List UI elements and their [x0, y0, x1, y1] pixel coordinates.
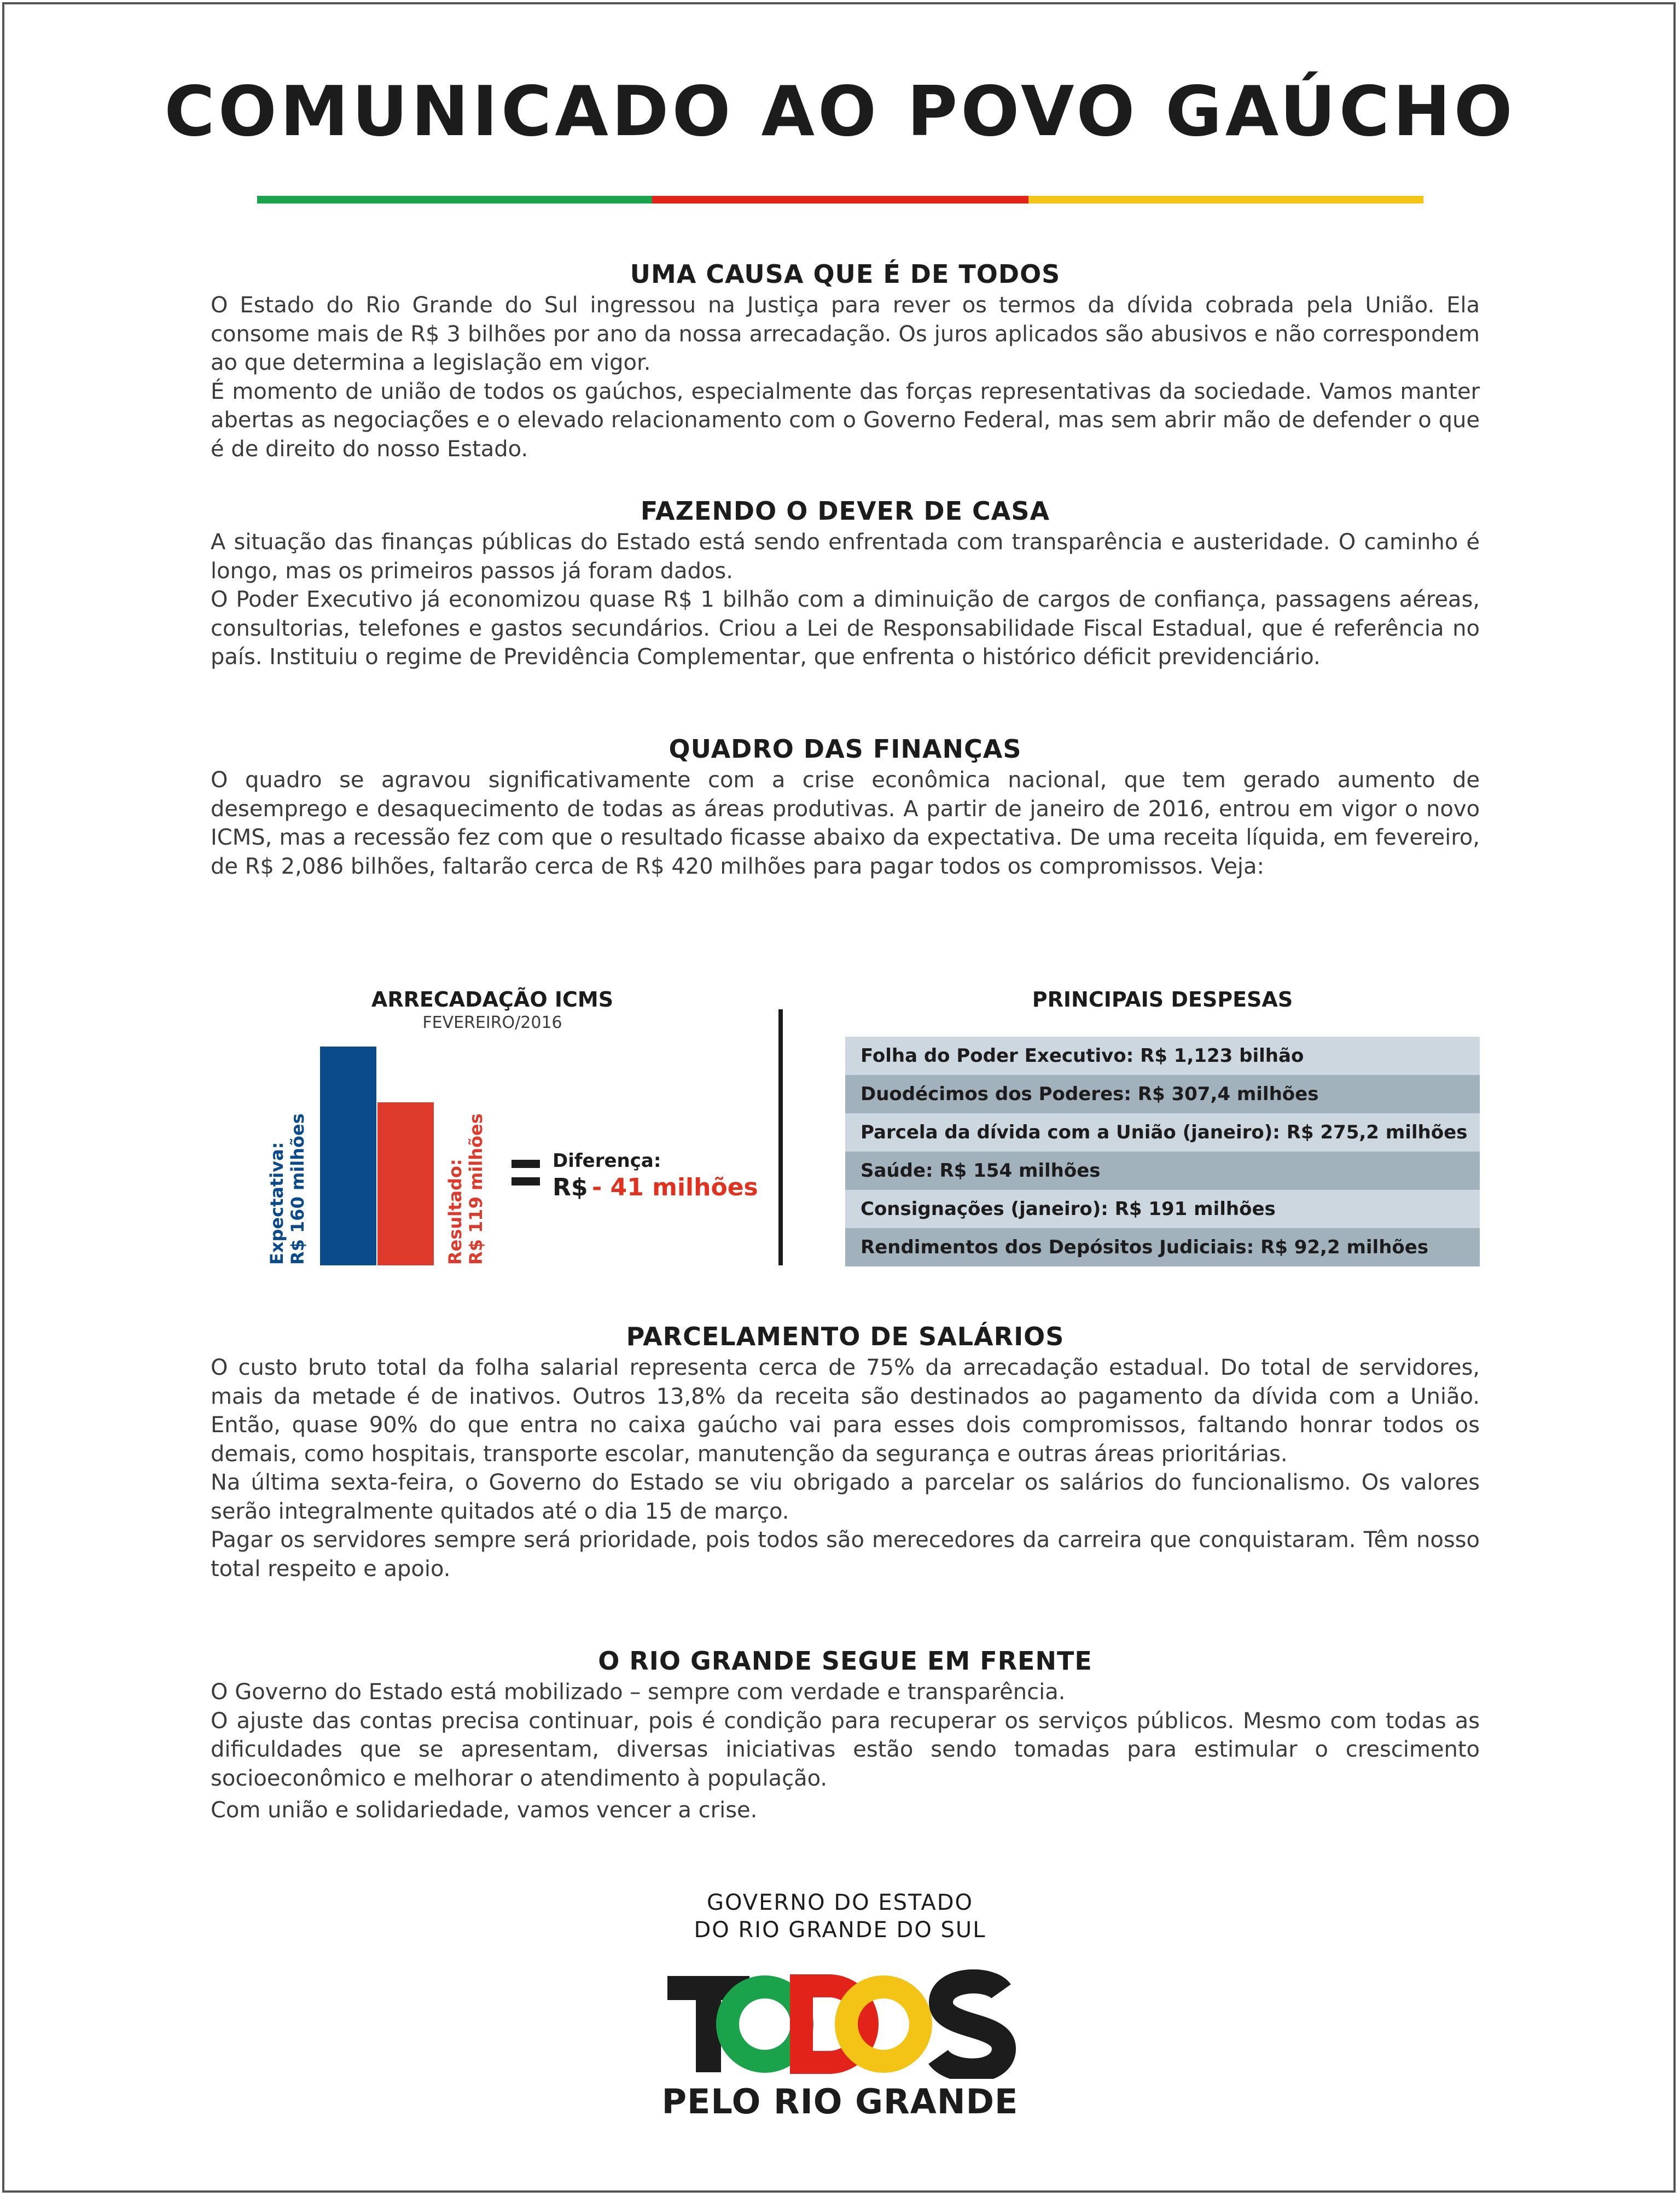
paragraph: O Governo do Estado está mobilizado – sempre com verdade e transparência. [211, 1679, 1066, 1705]
bar-value: R$ 160 milhões [287, 1113, 308, 1265]
paragraph: Com união e solidariedade, vamos vencer a crise. [211, 1798, 758, 1823]
bar-category: Expectativa: [266, 1142, 287, 1265]
paragraph: Pagar os servidores sempre será prioridade, pois todos são merecedores da carreira que conquistaram. Têm nosso total respeito e apoio. [211, 1527, 1480, 1582]
section-heading: QUADRO DAS FINANÇAS [668, 734, 1022, 764]
section-heading: FAZENDO O DEVER DE CASA [640, 496, 1050, 526]
bar-category: Resultado: [445, 1159, 466, 1265]
section-dever-de-casa [211, 494, 1480, 672]
paragraph: O Estado do Rio Grande do Sul ingressou na Justiça para rever os termos da dívida cobrada pela União. Ela consome mais de R$ 3 bilhões por ano da nossa arrecadação. Os juros aplicados são abusivos e não correspondem ao que determina a legislação em vigor. [211, 293, 1480, 375]
equals-sign [511, 1160, 540, 1187]
logo-letter-s [938, 1981, 1004, 2071]
bar-expectativa [320, 1047, 376, 1265]
expense-row: Duodécimos dos Poderes: R$ 307,4 milhões [845, 1075, 1480, 1113]
logo-ring-yellow [846, 1987, 921, 2061]
bar-resultado [377, 1102, 434, 1265]
expense-row: Saúde: R$ 154 milhões [845, 1152, 1480, 1190]
gov-line-1: GOVERNO DO ESTADO [707, 1890, 973, 1915]
section-heading: PARCELAMENTO DE SALÁRIOS [626, 1322, 1065, 1351]
expense-row: Rendimentos dos Depósitos Judiciais: R$ 92,2 milhões [845, 1228, 1480, 1266]
difference-label: Diferença: [553, 1150, 661, 1172]
section-parcelamento [211, 1320, 1480, 1583]
flag-stripe-green [257, 196, 652, 204]
section-causa [211, 257, 1480, 463]
paragraph: A situação das finanças públicas do Estado está sendo enfrentada com transparência e austeridade. O caminho é longo, mas os primeiros passos já foram dados. [211, 530, 1480, 584]
paragraph: O ajuste das contas precisa continuar, pois é condição para recuperar os serviços públicos. Mesmo com todas as dificuldades que se apresentam, diversas iniciativas estão sendo tomadas para estimular o crescimento socioeconômico e melhorar o atendimento à população. [211, 1708, 1480, 1791]
flag-stripe-red [652, 196, 1028, 204]
difference-value: - 41 milhões [592, 1173, 758, 1201]
paragraph: É momento de união de todos os gaúchos, especialmente das forças representativas da sociedade. Vamos manter abertas as negociações e o elevado relacionamento com o Governo Federal, mas sem abrir mão de defender o que é de direito do nosso Estado. [211, 379, 1480, 462]
todos-logo [667, 1969, 1018, 2079]
flag-stripe-yellow [1028, 196, 1423, 204]
expense-row: Folha do Poder Executivo: R$ 1,123 bilhão [845, 1037, 1480, 1075]
expense-row: Consignações (janeiro): R$ 191 milhões [845, 1190, 1480, 1228]
difference-prefix: R$ [553, 1173, 588, 1201]
page-title: COMUNICADO AO POVO GAÚCHO [164, 71, 1516, 152]
paragraph: Na última sexta-feira, o Governo do Estado se viu obrigado a parcelar os salários do funcionalismo. Os valores serão integralmente quitados até o dia 15 de março. [211, 1470, 1480, 1524]
bar-label-resultado [445, 1113, 486, 1265]
section-heading: UMA CAUSA QUE É DE TODOS [630, 259, 1061, 289]
chart-subtitle: FEVEREIRO/2016 [422, 1013, 562, 1032]
bar-value: R$ 119 milhões [466, 1113, 486, 1265]
logo-subtitle: PELO RIO GRANDE [661, 2082, 1019, 2122]
section-heading: O RIO GRANDE SEGUE EM FRENTE [598, 1646, 1092, 1676]
paragraph: O custo bruto total da folha salarial representa cerca de 75% da arrecadação estadual. Do total de servidores, mais da metade é de inativos. Outros 13,8% da receita são destinados ao pagamento da dívida com a União. Então, quase 90% do que entra no caixa gaúcho vai para esses dois compromissos, faltando honrar todos os demais, como hospitais, transporte escolar, manutenção da segurança e outras áreas prioritárias. [211, 1355, 1480, 1467]
expenses-list [845, 1037, 1480, 1266]
expense-row: Parcela da dívida com a União (janeiro): R$ 275,2 milhões [845, 1113, 1480, 1152]
section-quadro-financas [211, 732, 1480, 881]
gov-line-2: DO RIO GRANDE DO SUL [694, 1917, 986, 1943]
expenses-title: PRINCIPAIS DESPESAS [1032, 987, 1293, 1012]
paragraph: O quadro se agravou significativamente com a crise econômica nacional, que tem gerado aumento de desemprego e desaquecimento de todas as áreas produtivas. A partir de janeiro de 2016, entrou em vigor o novo ICMS, mas a recessão fez com que o resultado ficasse abaixo da expectativa. De uma receita líquida, em fevereiro, de R$ 2,086 bilhões, faltarão cerca de R$ 420 milhões para pagar todos os compromissos. Veja: [211, 768, 1480, 879]
chart-title: ARRECADAÇÃO ICMS [371, 987, 614, 1012]
chart-divider [778, 1009, 783, 1265]
bar-label-expectativa [266, 1113, 308, 1265]
paragraph: O Poder Executivo já economizou quase R$ 1 bilhão com a diminuição de cargos de confiança, passagens aéreas, consultorias, telefones e gastos secundários. Criou a Lei de Responsabilidade Fiscal Estadual, que é referência no país. Instituiu o regime de Previdência Complementar, que enfrenta o histórico déficit previdenciário. [211, 587, 1480, 670]
section-segue-em-frente [211, 1644, 1480, 1825]
